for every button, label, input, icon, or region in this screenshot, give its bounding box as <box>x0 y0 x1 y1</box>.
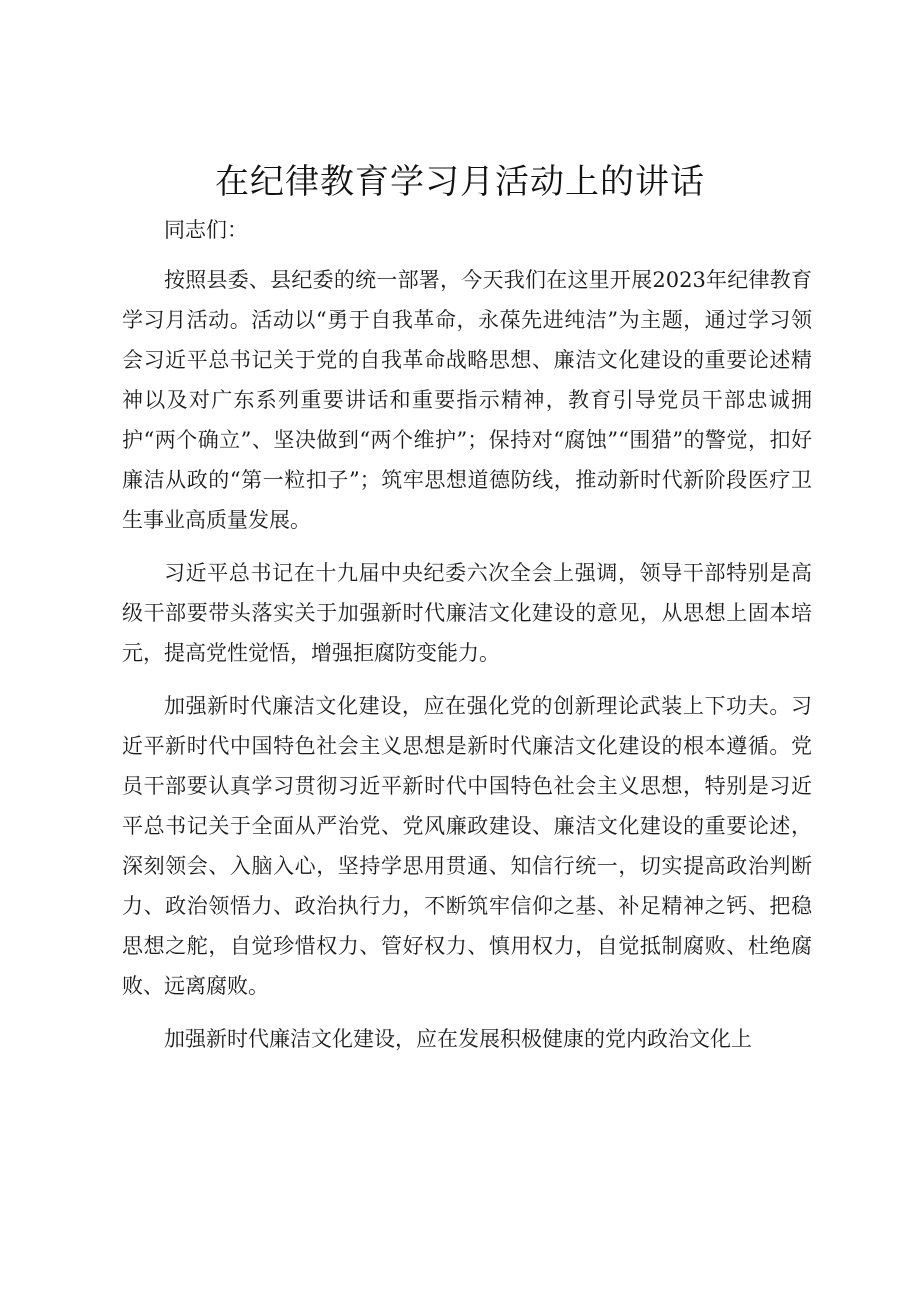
salutation: 同志们： <box>164 218 248 242</box>
paragraph-2: 习近平总书记在十九届中央纪委六次全会上强调，领导干部特别是高级干部要带头落实关于加强新时代廉洁文化建设的意见，从思想上固本培元，提高党性觉悟，增强拒腐防变能力。 <box>122 561 812 665</box>
paragraph-3: 加强新时代廉洁文化建设，应在强化党的创新理论武装上下功夫。习近平新时代中国特色社会主义思想是新时代廉洁文化建设的根本遵循。党员干部要认真学习贯彻习近平新时代中国特色社会主义思想，特别是习近平总书记关于全面从严治党、党风廉政建设、廉洁文化建设的重要论述，深刻领会、入脑入心，坚持学思用贯通、知信行统一，切实提高政治判断力、政治领悟力、政治执行力，不断筑牢信仰之基、补足精神之钙、把稳思想之舵，自觉珍惜权力、管好权力、慎用权力，自觉抵制腐败、杜绝腐败、远离腐败。 <box>122 694 812 998</box>
document-title: 在纪律教育学习月活动上的讲话 <box>215 162 705 202</box>
paragraph-4: 加强新时代廉洁文化建设，应在发展积极健康的党内政治文化上 <box>164 1027 752 1051</box>
document-body <box>122 210 812 1072</box>
paragraph-1: 按照县委、县纪委的统一部署，今天我们在这里开展2023年纪律教育学习月活动。活动以“勇于自我革命，永葆先进纯洁”为主题，通过学习领会习近平总书记关于党的自我革命战略思想、廉洁文化建设的重要论述精神以及对广东系列重要讲话和重要指示精神，教育引导党员干部忠诚拥护“两个确立”、坚决做到“两个维护”；保持对“腐蚀”“围猎”的警觉，扣好廉洁从政的“第一粒扣子”；筑牢思想道德防线，推动新时代新阶段医疗卫生事业高质量发展。 <box>122 268 812 532</box>
